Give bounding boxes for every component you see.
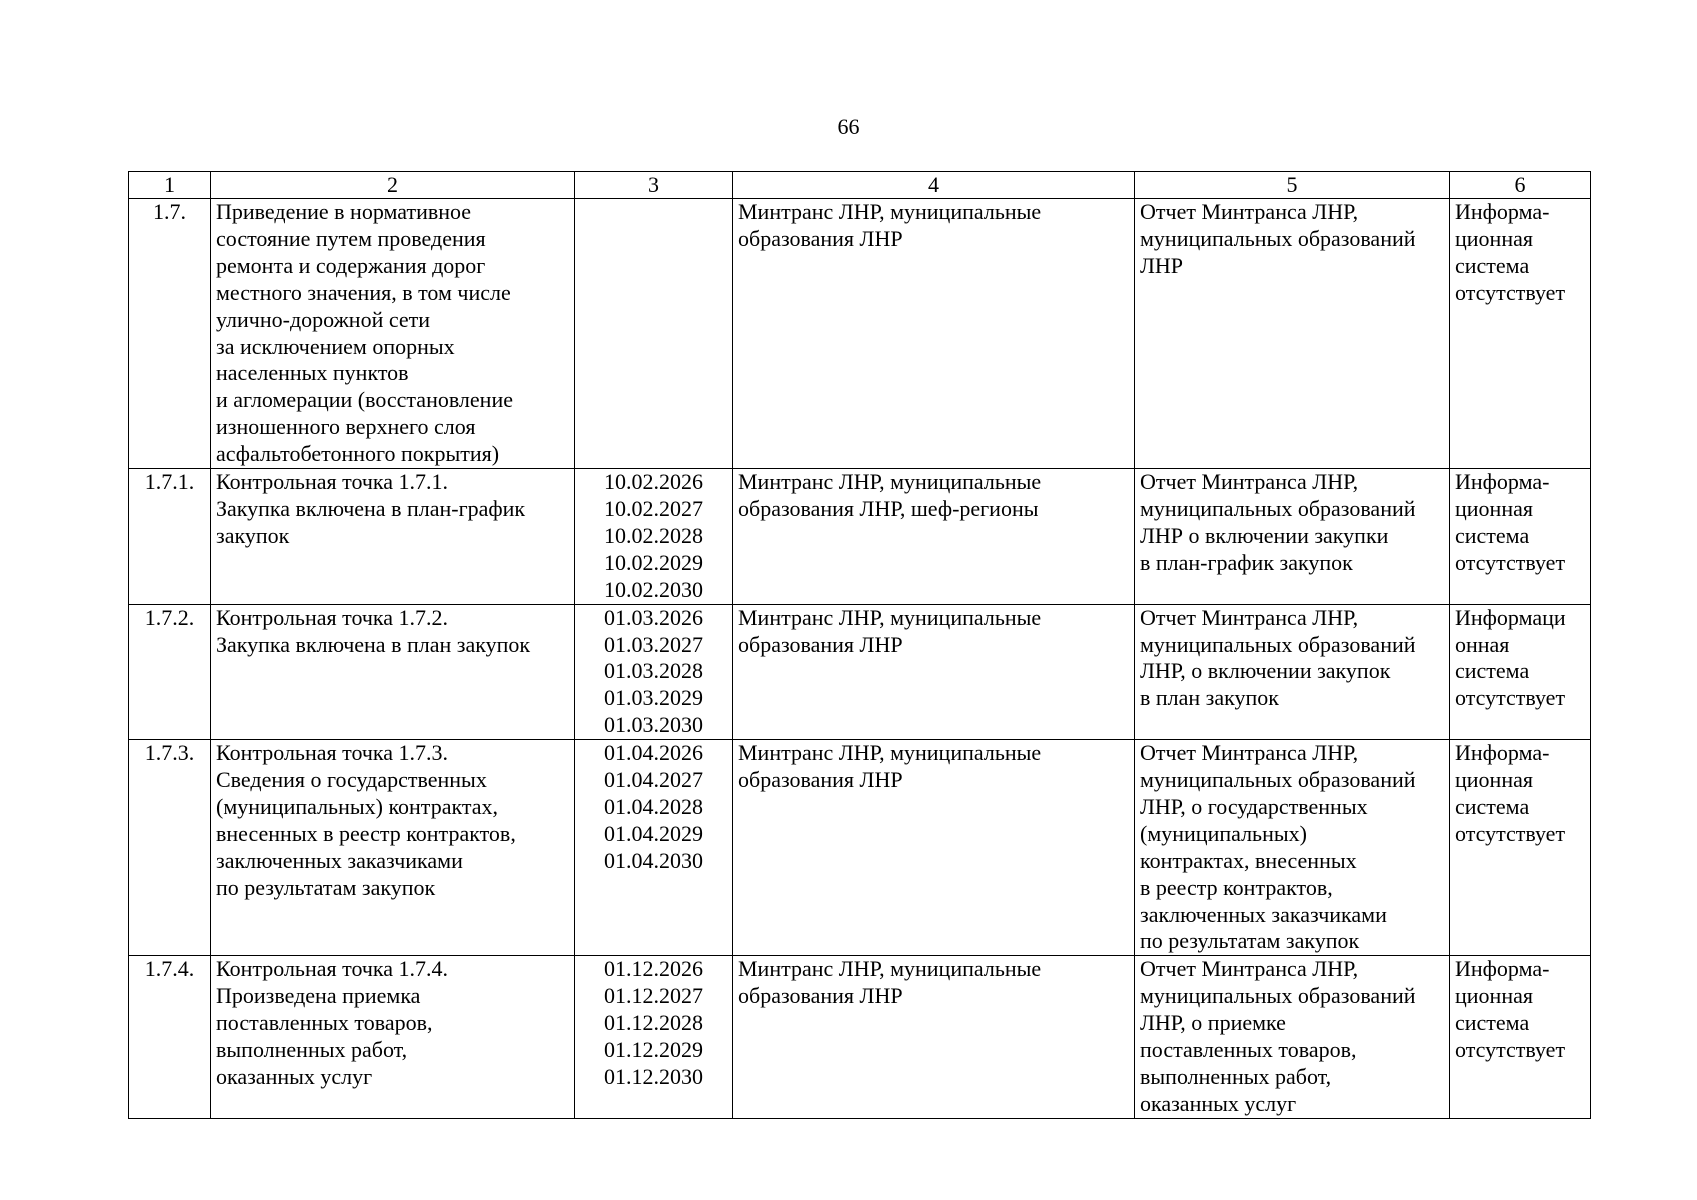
information-system: Информа- ционная система отсутствует (1450, 199, 1591, 469)
column-header-1: 1 (129, 172, 211, 199)
responsible-executor: Минтранс ЛНР, муниципальные образования ЛНР, шеф-регионы (733, 469, 1135, 605)
row-number: 1.7. (129, 199, 211, 469)
table-row (129, 740, 1591, 956)
measure-name: Контрольная точка 1.7.4. Произведена приемка поставленных товаров, выполненных работ, оказанных услуг (211, 956, 575, 1118)
deadline-dates: 01.03.2026 01.03.2027 01.03.2028 01.03.2029 01.03.2030 (575, 604, 733, 740)
information-system: Информаци онная система отсутствует (1450, 604, 1591, 740)
page-number: 66 (837, 114, 860, 139)
table-row (129, 469, 1591, 605)
measures-table (128, 171, 1591, 1119)
confirming-document: Отчет Минтранса ЛНР, муниципальных образований ЛНР, о государственных (муниципальных) контрактах, внесенных в реестр контрактов, заключенных заказчиками по результатам закупок (1135, 740, 1450, 956)
deadline-dates: 10.02.2026 10.02.2027 10.02.2028 10.02.2029 10.02.2030 (575, 469, 733, 605)
confirming-document: Отчет Минтранса ЛНР, муниципальных образований ЛНР (1135, 199, 1450, 469)
information-system: Информа- ционная система отсутствует (1450, 469, 1591, 605)
information-system: Информа- ционная система отсутствует (1450, 740, 1591, 956)
column-header-3: 3 (575, 172, 733, 199)
measure-name: Контрольная точка 1.7.1. Закупка включена в план-график закупок (211, 469, 575, 605)
confirming-document: Отчет Минтранса ЛНР, муниципальных образований ЛНР, о приемке поставленных товаров, выполненных работ, оказанных услуг (1135, 956, 1450, 1118)
column-header-5: 5 (1135, 172, 1450, 199)
measure-name: Контрольная точка 1.7.2. Закупка включена в план закупок (211, 604, 575, 740)
column-header-6: 6 (1450, 172, 1591, 199)
table-row (129, 956, 1591, 1118)
measure-name: Приведение в нормативное состояние путем проведения ремонта и содержания дорог местного значения, в том числе улично-дорожной сети за исключением опорных населенных пунктов и агломерации (восстановление изношенного верхнего слоя асфальтобетонного покрытия) (211, 199, 575, 469)
table-row (129, 604, 1591, 740)
deadline-dates: 01.04.2026 01.04.2027 01.04.2028 01.04.2029 01.04.2030 (575, 740, 733, 956)
confirming-document: Отчет Минтранса ЛНР, муниципальных образований ЛНР о включении закупки в план-график закупок (1135, 469, 1450, 605)
row-number: 1.7.1. (129, 469, 211, 605)
confirming-document: Отчет Минтранса ЛНР, муниципальных образований ЛНР, о включении закупок в план закупок (1135, 604, 1450, 740)
row-number: 1.7.2. (129, 604, 211, 740)
row-number: 1.7.3. (129, 740, 211, 956)
responsible-executor: Минтранс ЛНР, муниципальные образования ЛНР (733, 740, 1135, 956)
information-system: Информа- ционная система отсутствует (1450, 956, 1591, 1118)
row-number: 1.7.4. (129, 956, 211, 1118)
responsible-executor: Минтранс ЛНР, муниципальные образования ЛНР (733, 956, 1135, 1118)
table-header-row (129, 172, 1591, 199)
column-header-4: 4 (733, 172, 1135, 199)
table-row (129, 199, 1591, 469)
responsible-executor: Минтранс ЛНР, муниципальные образования ЛНР (733, 604, 1135, 740)
measure-name: Контрольная точка 1.7.3. Сведения о государственных (муниципальных) контрактах, внесенных в реестр контрактов, заключенных заказчиками по результатам закупок (211, 740, 575, 956)
responsible-executor: Минтранс ЛНР, муниципальные образования ЛНР (733, 199, 1135, 469)
deadline-dates: 01.12.2026 01.12.2027 01.12.2028 01.12.2029 01.12.2030 (575, 956, 733, 1118)
column-header-2: 2 (211, 172, 575, 199)
deadline-dates (575, 199, 733, 469)
